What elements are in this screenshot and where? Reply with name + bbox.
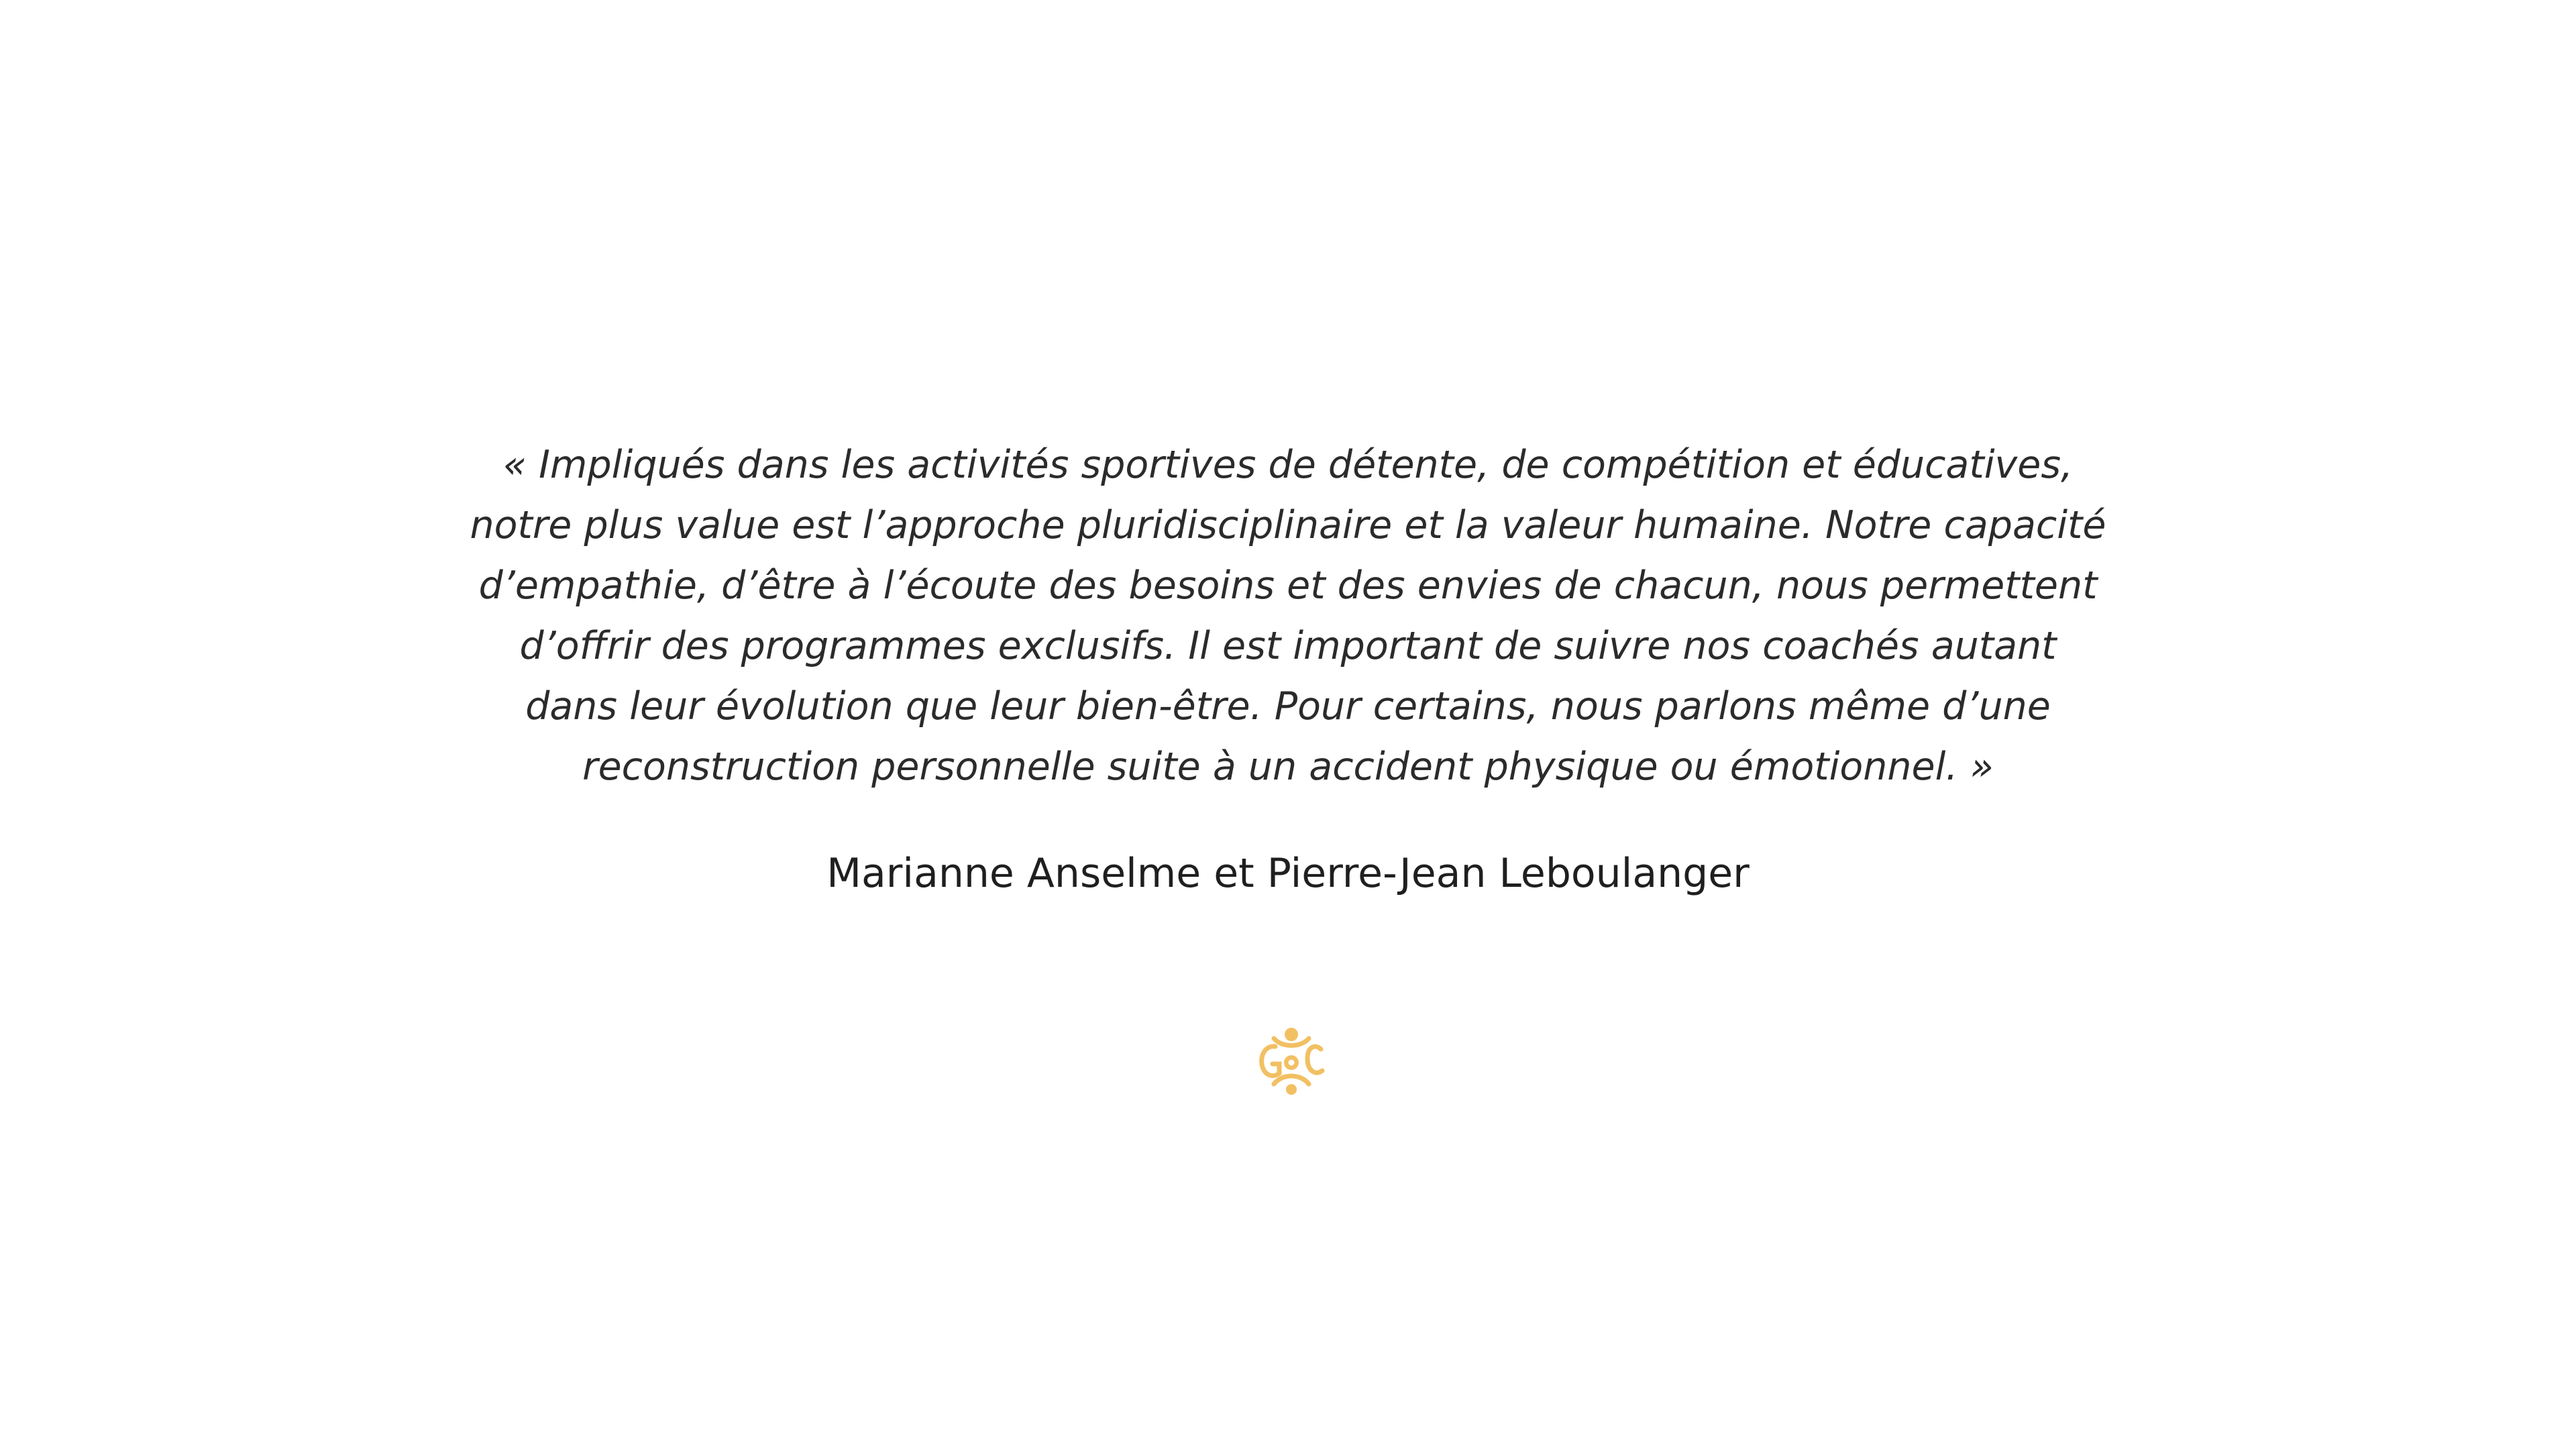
quote-line: d’offrir des programmes exclusifs. Il est important de suivre nos coachés autant xyxy=(519,624,2057,668)
quote-line: dans leur évolution que leur bien-être. Pour certains, nous parlons même d’une xyxy=(525,684,2051,729)
quote-line: d’empathie, d’être à l’écoute des besoins et des envies de chacun, nous permettent xyxy=(478,564,2098,608)
quote-line: reconstruction personnelle suite à un accident physique ou émotionnel. » xyxy=(582,745,1994,789)
quote-line: notre plus value est l’approche pluridisciplinaire et la valeur humaine. Notre capacité xyxy=(470,503,2106,547)
gc-monogram-icon xyxy=(1251,1020,1332,1100)
quote-line: « Impliqués dans les activités sportives de détente, de compétition et éducatives, xyxy=(502,443,2074,487)
quote-author: Marianne Anselme et Pierre-Jean Leboulanger xyxy=(826,850,1750,897)
testimonial-quote xyxy=(416,435,2160,797)
